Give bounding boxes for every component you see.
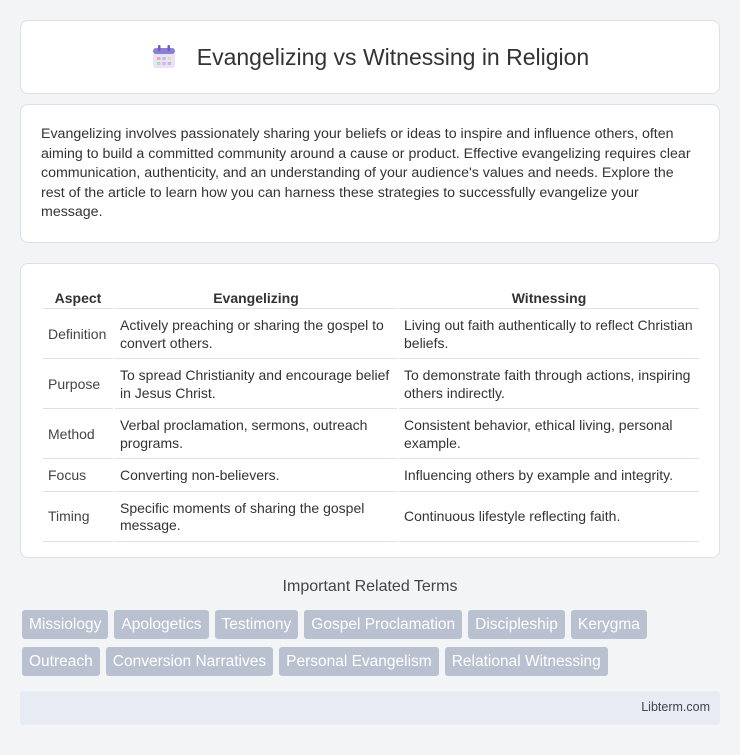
row-evangelizing: Actively preaching or sharing the gospel to convert others.	[115, 311, 397, 359]
row-evangelizing: Verbal proclamation, sermons, outreach programs.	[115, 411, 397, 459]
tag-testimony[interactable]: Testimony	[215, 610, 299, 639]
row-aspect: Timing	[43, 494, 113, 542]
table-row	[43, 494, 699, 542]
table-row	[43, 361, 699, 409]
row-aspect: Method	[43, 411, 113, 459]
row-witnessing: Continuous lifestyle reflecting faith.	[399, 494, 699, 542]
table-header-row	[43, 286, 699, 309]
footer-bar	[20, 691, 720, 725]
row-aspect: Purpose	[43, 361, 113, 409]
comparison-card	[20, 263, 720, 558]
tag-outreach[interactable]: Outreach	[22, 647, 100, 676]
tag-conversion-narratives[interactable]: Conversion Narratives	[106, 647, 273, 676]
table-row	[43, 311, 699, 359]
tag-missiology[interactable]: Missiology	[22, 610, 108, 639]
tag-personal-evangelism[interactable]: Personal Evangelism	[279, 647, 439, 676]
table-row	[43, 461, 699, 492]
row-evangelizing: Specific moments of sharing the gospel message.	[115, 494, 397, 542]
page-title: Evangelizing vs Witnessing in Religion	[196, 43, 590, 70]
tag-discipleship[interactable]: Discipleship	[468, 610, 565, 639]
table-row	[43, 411, 699, 459]
header-witnessing: Witnessing	[399, 286, 699, 309]
row-evangelizing: To spread Christianity and encourage belief in Jesus Christ.	[115, 361, 397, 409]
footer-brand-link[interactable]: Libterm.com	[641, 700, 710, 714]
row-witnessing: Living out faith authentically to reflect Christian beliefs.	[399, 311, 699, 359]
calendar-icon	[151, 44, 177, 70]
header-evangelizing: Evangelizing	[115, 286, 397, 309]
header-aspect: Aspect	[43, 286, 113, 309]
row-witnessing: Consistent behavior, ethical living, personal example.	[399, 411, 699, 459]
row-witnessing: Influencing others by example and integrity.	[399, 461, 699, 492]
tag-kerygma[interactable]: Kerygma	[571, 610, 647, 639]
tag-apologetics[interactable]: Apologetics	[114, 610, 208, 639]
row-witnessing: To demonstrate faith through actions, inspiring others indirectly.	[399, 361, 699, 409]
row-aspect: Definition	[43, 311, 113, 359]
header-card	[20, 20, 720, 94]
intro-card	[20, 104, 720, 243]
row-aspect: Focus	[43, 461, 113, 492]
related-terms-title: Important Related Terms	[282, 578, 458, 595]
comparison-table	[41, 284, 701, 544]
tag-gospel-proclamation[interactable]: Gospel Proclamation	[304, 610, 462, 639]
intro-paragraph: Evangelizing involves passionately sharing your beliefs or ideas to inspire and influence others, often aiming to build a committed community around a cause or product. Effective evangelizing requires clear communication, authenticity, and an understanding of your audience's values and needs. Explore the rest of the article to learn how you can harness these strategies to successfully evangelize your message.	[41, 126, 691, 221]
tag-relational-witnessing[interactable]: Relational Witnessing	[445, 647, 608, 676]
related-terms-list	[22, 610, 722, 676]
row-evangelizing: Converting non-believers.	[115, 461, 397, 492]
